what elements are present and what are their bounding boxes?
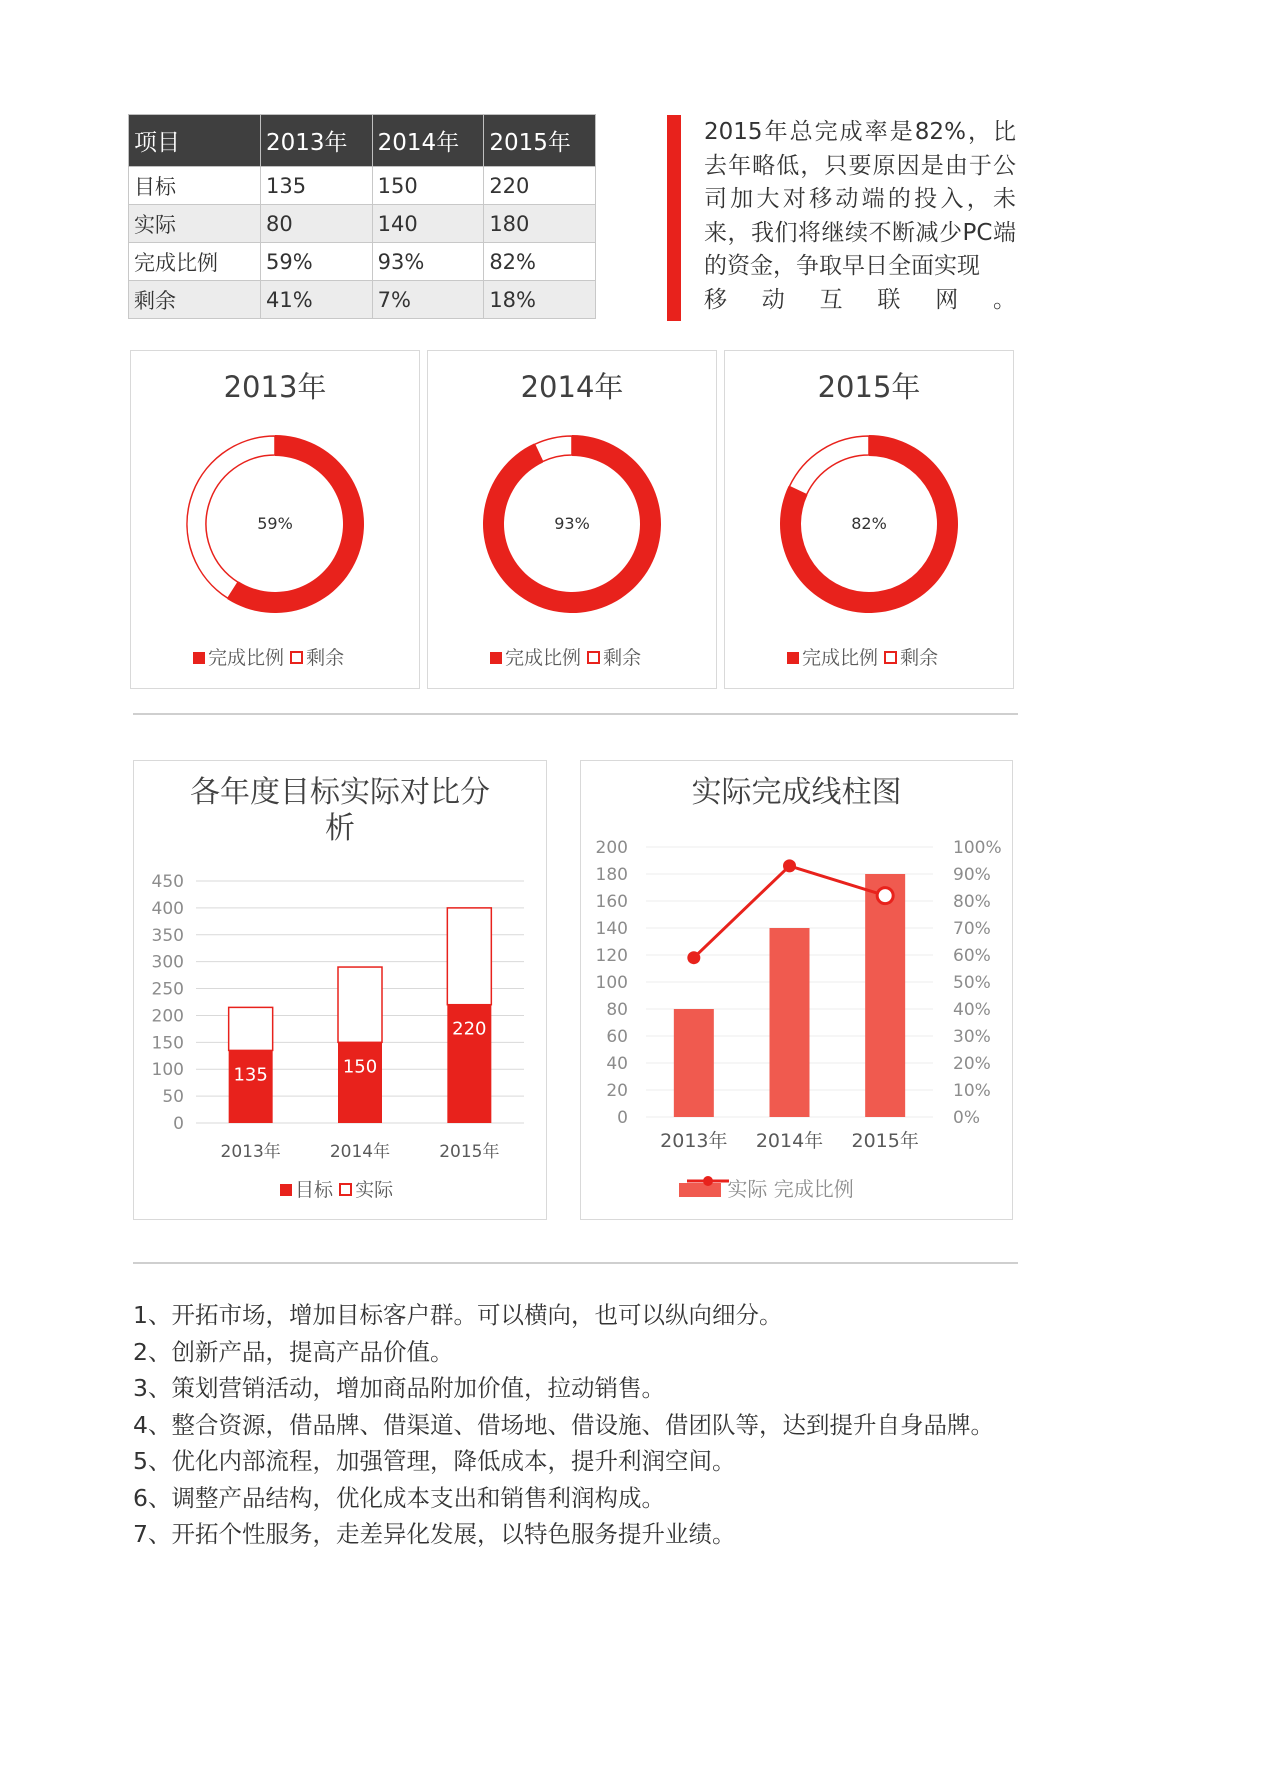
table-cell: 7% bbox=[372, 281, 484, 319]
summary-char: 联 bbox=[877, 286, 901, 313]
y-tick-label: 300 bbox=[151, 952, 184, 973]
section-divider bbox=[133, 713, 1018, 715]
bar-target bbox=[338, 1042, 382, 1123]
y-tick-label: 140 bbox=[595, 919, 628, 939]
y-tick-label: 350 bbox=[151, 925, 184, 946]
y2-tick-label: 10% bbox=[953, 1081, 991, 1101]
x-tick-label: 2014年 bbox=[755, 1130, 824, 1152]
bar-actual bbox=[770, 928, 810, 1117]
y-tick-label: 150 bbox=[151, 1033, 184, 1054]
y-tick-label: 200 bbox=[595, 838, 628, 858]
bar-actual bbox=[674, 1009, 714, 1117]
y2-tick-label: 40% bbox=[953, 1000, 991, 1020]
completion-point bbox=[687, 951, 700, 964]
donut-title: 2014年 bbox=[520, 370, 624, 404]
legend-swatch-actual bbox=[339, 1183, 352, 1196]
y-tick-label: 80 bbox=[606, 1000, 628, 1020]
y-tick-label: 450 bbox=[151, 872, 184, 892]
chart-title-line: 析 bbox=[325, 811, 355, 846]
x-tick-label: 2015年 bbox=[439, 1142, 500, 1162]
legend-label-actual: 实际 bbox=[727, 1177, 768, 1201]
table-cell: 80 bbox=[261, 205, 373, 243]
y2-tick-label: 80% bbox=[953, 892, 991, 912]
bar-target bbox=[229, 1050, 273, 1123]
donut-legend bbox=[193, 643, 344, 670]
legend-swatch-complete bbox=[490, 652, 502, 664]
legend-label-complete: 完成比例 bbox=[208, 647, 285, 669]
x-tick-label: 2015年 bbox=[851, 1130, 919, 1152]
legend-swatch-complete bbox=[193, 652, 205, 664]
bar-actual bbox=[338, 967, 382, 1042]
column-header: 2015年 bbox=[484, 115, 596, 167]
bar-actual bbox=[865, 874, 905, 1117]
y2-tick-label: 100% bbox=[953, 838, 1002, 858]
table-row bbox=[129, 167, 596, 205]
donut-card-2014 bbox=[427, 350, 717, 689]
y-tick-label: 160 bbox=[595, 892, 628, 912]
table-cell: 59% bbox=[261, 243, 373, 281]
donut-chart bbox=[131, 351, 419, 688]
combo-bar-line-chart bbox=[581, 761, 1012, 1219]
completion-point bbox=[877, 888, 893, 904]
summary-char: 移 bbox=[704, 286, 727, 313]
summary-paragraph bbox=[704, 116, 1016, 317]
legend-swatch-complete bbox=[787, 652, 799, 664]
x-tick-label: 2013年 bbox=[660, 1130, 728, 1152]
y-tick-label: 20 bbox=[606, 1081, 628, 1101]
bar-data-label: 150 bbox=[342, 1056, 378, 1078]
y2-tick-label: 50% bbox=[953, 973, 991, 993]
legend-label-remaining: 剩余 bbox=[306, 647, 345, 669]
legend-label-remaining: 剩余 bbox=[900, 647, 939, 669]
improvement-list bbox=[133, 1297, 1018, 1553]
donut-card-2013 bbox=[130, 350, 420, 689]
x-tick-label: 2013年 bbox=[220, 1142, 281, 1162]
actual-completion-combo-chart-card bbox=[580, 760, 1013, 1220]
chart-title: 实际完成线柱图 bbox=[691, 775, 902, 810]
donut-percent-label: 59% bbox=[257, 514, 293, 533]
list-item: 6、调整产品结构，优化成本支出和销售利润构成。 bbox=[133, 1483, 665, 1512]
summary-text: 2015年总完成率是82%，比去年略低，只要原因是由于公司加大对移动端的投入，未来，我们将继续不断减少PC端的资金，争取早日全面实现 bbox=[704, 119, 1016, 279]
legend-label-complete: 完成比例 bbox=[505, 647, 582, 669]
y2-tick-label: 30% bbox=[953, 1027, 991, 1047]
table-cell: 135 bbox=[261, 167, 373, 205]
chart-title-line: 各年度目标实际对比分 bbox=[190, 775, 490, 810]
donut-percent-label: 82% bbox=[851, 514, 887, 533]
summary-char: 互 bbox=[819, 286, 843, 313]
y2-tick-label: 60% bbox=[953, 946, 991, 966]
x-tick-label: 2014年 bbox=[329, 1142, 391, 1162]
table-cell: 41% bbox=[261, 281, 373, 319]
donut-complete-segment bbox=[227, 435, 364, 613]
column-header: 2013年 bbox=[261, 115, 373, 167]
legend-label-actual: 实际 bbox=[355, 1179, 394, 1201]
table-cell: 220 bbox=[484, 167, 596, 205]
legend-swatch-line bbox=[685, 1173, 731, 1189]
summary-table bbox=[128, 114, 596, 319]
legend-label-ratio: 完成比例 bbox=[773, 1177, 854, 1201]
target-vs-actual-chart-card bbox=[133, 760, 547, 1220]
table-row bbox=[129, 205, 596, 243]
donut-remaining-segment bbox=[789, 436, 869, 495]
y-tick-label: 0 bbox=[173, 1114, 184, 1134]
y-tick-label: 200 bbox=[151, 1006, 184, 1027]
completion-point bbox=[783, 859, 796, 872]
donut-card-2015 bbox=[724, 350, 1014, 689]
summary-char: 网 bbox=[935, 286, 959, 313]
y2-tick-label: 20% bbox=[953, 1054, 991, 1074]
y-tick-label: 60 bbox=[606, 1027, 628, 1047]
donut-chart bbox=[428, 351, 716, 688]
y-tick-label: 50 bbox=[162, 1087, 184, 1108]
table-header-row bbox=[129, 115, 596, 167]
summary-char: 。 bbox=[992, 286, 1016, 313]
legend-swatch-remaining bbox=[587, 651, 600, 664]
table-cell: 93% bbox=[372, 243, 484, 281]
list-item: 2、创新产品，提高产品价值。 bbox=[133, 1337, 454, 1366]
donut-percent-label: 93% bbox=[554, 514, 590, 533]
list-item: 1、开拓市场，增加目标客户群。可以横向，也可以纵向细分。 bbox=[133, 1301, 783, 1329]
legend-swatch-remaining bbox=[884, 651, 897, 664]
legend-label-remaining: 剩余 bbox=[603, 647, 642, 669]
y-tick-label: 400 bbox=[151, 898, 184, 919]
chart-legend bbox=[280, 1175, 393, 1202]
summary-last-line bbox=[704, 284, 1016, 318]
legend-label-complete: 完成比例 bbox=[802, 647, 879, 669]
table-cell: 剩余 bbox=[129, 281, 261, 319]
table-cell: 180 bbox=[484, 205, 596, 243]
y-tick-label: 120 bbox=[595, 946, 628, 966]
table-cell: 完成比例 bbox=[129, 243, 261, 281]
donut-chart bbox=[725, 351, 1013, 688]
column-header: 项目 bbox=[129, 115, 261, 167]
table-cell: 实际 bbox=[129, 205, 261, 243]
table-cell: 目标 bbox=[129, 167, 261, 205]
legend-swatch-target bbox=[280, 1184, 292, 1196]
y-tick-label: 100 bbox=[151, 1060, 184, 1081]
section-divider bbox=[133, 1262, 1018, 1264]
bar-data-label: 220 bbox=[452, 1018, 487, 1040]
table-cell: 18% bbox=[484, 281, 596, 319]
column-header: 2014年 bbox=[372, 115, 484, 167]
y-tick-label: 100 bbox=[595, 973, 628, 993]
y2-tick-label: 0% bbox=[953, 1108, 980, 1128]
table-cell: 140 bbox=[372, 205, 484, 243]
list-item: 3、策划营销活动，增加商品附加价值，拉动销售。 bbox=[133, 1374, 665, 1402]
donut-legend bbox=[787, 643, 938, 670]
summary-char: 动 bbox=[761, 286, 785, 313]
y-tick-label: 40 bbox=[606, 1054, 628, 1074]
table-cell: 82% bbox=[484, 243, 596, 281]
y2-tick-label: 90% bbox=[953, 865, 991, 885]
donut-title: 2015年 bbox=[817, 370, 921, 404]
legend-label-target: 目标 bbox=[295, 1179, 334, 1201]
y2-tick-label: 70% bbox=[953, 919, 991, 939]
accent-bar bbox=[667, 115, 681, 321]
y-tick-label: 180 bbox=[595, 865, 628, 885]
donut-legend bbox=[490, 643, 641, 670]
bar-actual bbox=[229, 1007, 273, 1050]
donut-title: 2013年 bbox=[223, 370, 327, 404]
list-item: 4、整合资源，借品牌、借渠道、借场地、借设施、借团队等，达到提升自身品牌。 bbox=[133, 1410, 994, 1439]
chart-legend bbox=[679, 1173, 854, 1202]
y-tick-label: 0 bbox=[617, 1108, 628, 1128]
list-item: 5、优化内部流程，加强管理，降低成本，提升利润空间。 bbox=[133, 1447, 736, 1475]
list-item: 7、开拓个性服务，走差异化发展，以特色服务提升业绩。 bbox=[133, 1520, 736, 1548]
bar-data-label: 135 bbox=[233, 1064, 268, 1086]
table-row bbox=[129, 243, 596, 281]
bar-actual bbox=[447, 908, 491, 1005]
y-tick-label: 250 bbox=[151, 979, 184, 1000]
table-row bbox=[129, 281, 596, 319]
table-cell: 150 bbox=[372, 167, 484, 205]
legend-swatch-remaining bbox=[290, 651, 303, 664]
stacked-bar-chart bbox=[134, 761, 546, 1219]
